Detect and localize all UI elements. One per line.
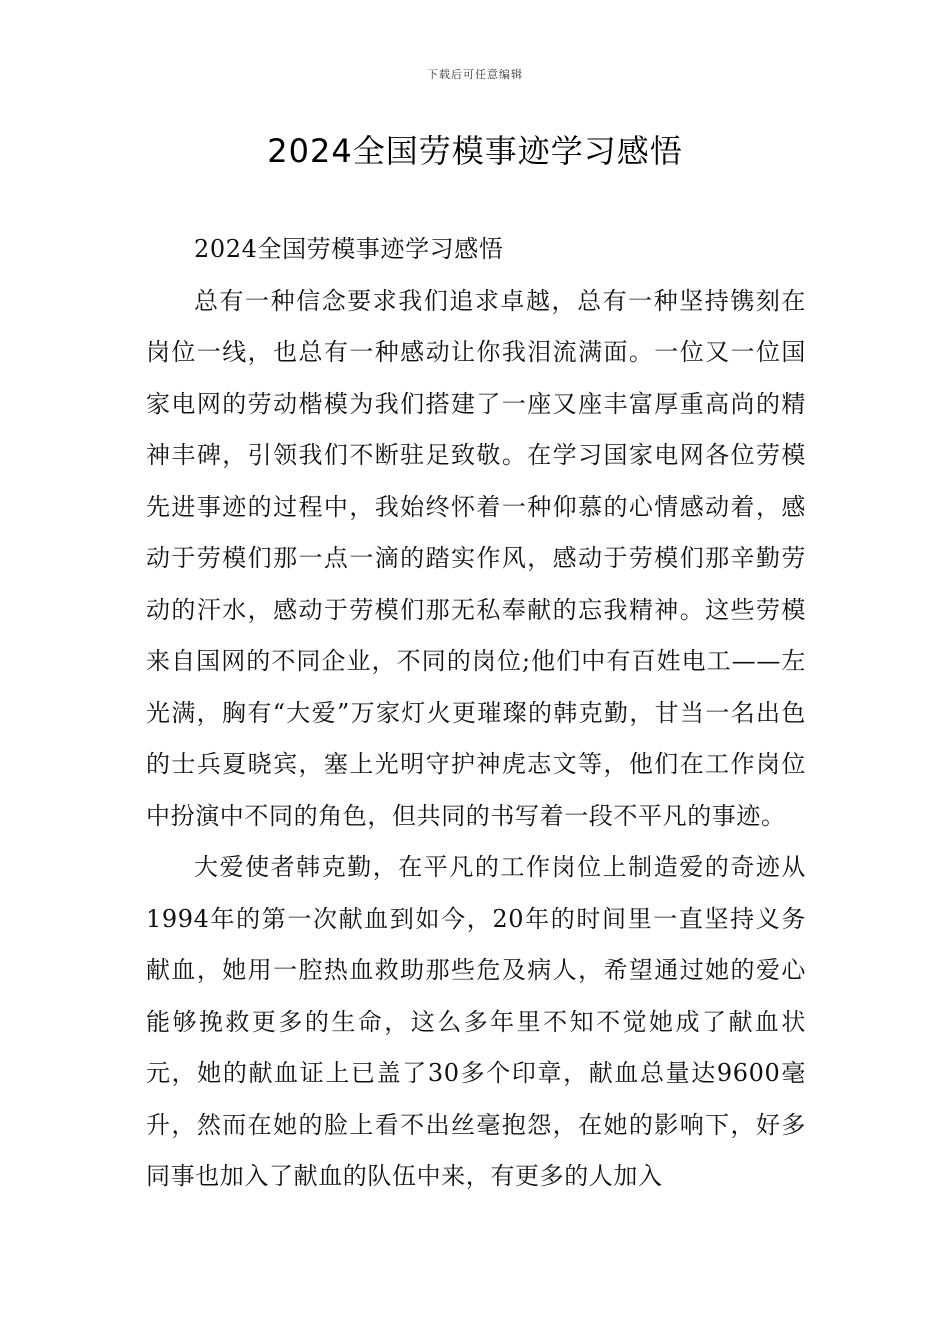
paragraph-subtitle: 2024全国劳模事迹学习感悟 xyxy=(194,235,504,263)
paragraph: 大爱使者韩克勤，在平凡的工作岗位上制造爱的奇迹从1994年的第一次献血到如今，20年的时间里一直坚持义务献血，她用一腔热血救助那些危及病人，希望通过她的爱心能够挽救更多的生命，这么多年里不知不觉她成了献血状元，她的献血证上已盖了30多个印章，献血总量达9600毫升，然而在她的脸上看不出丝毫抱怨，在她的影响下，好多同事也加入了献血的队伍中来，有更多的人加入 xyxy=(146,853,806,1190)
header-note: 下载后可任意编辑 xyxy=(427,68,523,81)
document-body xyxy=(146,224,806,1203)
document-title: 2024全国劳模事迹学习感悟 xyxy=(267,132,683,170)
paragraph: 总有一种信念要求我们追求卓越，总有一种坚持镌刻在岗位一线，也总有一种感动让你我泪流满面。一位又一位国家电网的劳动楷模为我们搭建了一座又座丰富厚重高尚的精神丰碑，引领我们不断驻足致敬。在学习国家电网各位劳模先进事迹的过程中，我始终怀着一种仰慕的心情感动着，感动于劳模们那一点一滴的踏实作风，感动于劳模们那辛勤劳动的汗水，感动于劳模们那无私奉献的忘我精神。这些劳模来自国网的不同企业，不同的岗位;他们中有百姓电工——左光满，胸有“大爱”万家灯火更璀璨的韩克勤，甘当一名出色的士兵夏晓宾，塞上光明守护神虎志文等，他们在工作岗位中扮演中不同的角色，但共同的书写着一段不平凡的事迹。 xyxy=(146,286,806,830)
